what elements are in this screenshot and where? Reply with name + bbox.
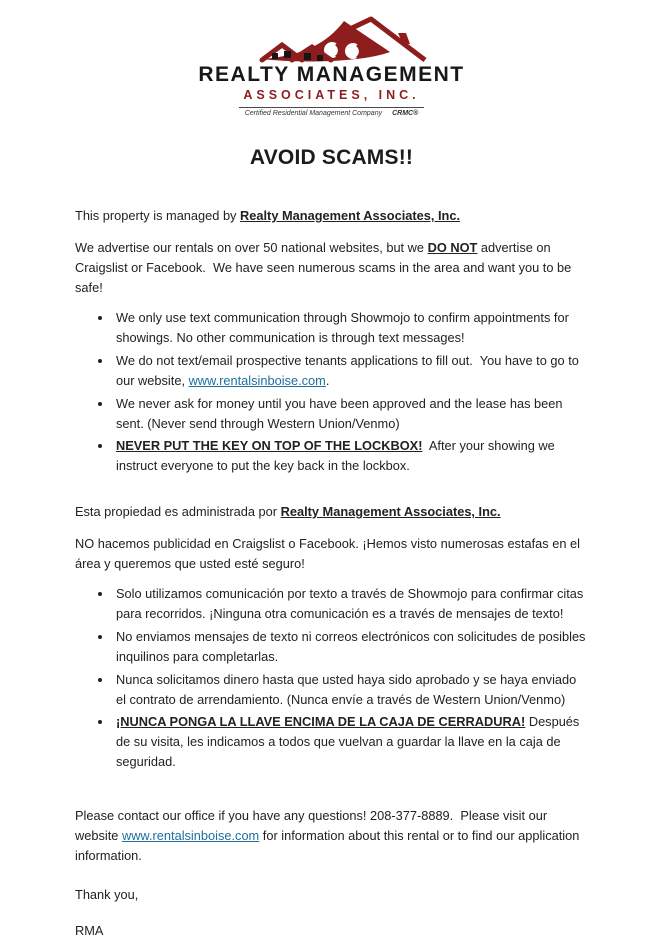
applications-text-end: . [325, 372, 330, 388]
tagline-text: Certified Residential Management Company [244, 110, 383, 118]
rentals-website-link-footer[interactable]: www.rentalsinboise.com [121, 827, 260, 843]
managed-by-paragraph [75, 206, 588, 226]
contact-text-pre: Please contact our office if you have any questions! 208-377-8889. Please visit our website [75, 807, 551, 843]
bullet-lockbox-es [113, 712, 588, 771]
company-tagline [239, 107, 425, 117]
lockbox-warning-text: After your showing we instruct everyone to put the key back in the lockbox. [116, 438, 559, 474]
rentals-website-link[interactable]: www.rentalsinboise.com [188, 372, 326, 388]
bullet-money: • We never ask for money until you have been approved and the lease has been sent. (Never send through Western Union/Venmo) [113, 394, 588, 434]
lockbox-warning-emphasis: NEVER PUT THE KEY ON TOP OF THE LOCKBOX! [116, 438, 423, 454]
company-name-emphasis: Realty Management Associates, Inc. [240, 208, 461, 224]
advertise-paragraph [75, 238, 588, 297]
applications-text: We do not text/email prospective tenants applications to fill out. You have to go to our website, [116, 353, 583, 388]
company-logo [75, 16, 588, 120]
do-not-emphasis: DO NOT [427, 239, 478, 255]
signature-line: RMA [75, 923, 104, 939]
crmc-badge: CRMC® [392, 110, 419, 118]
managed-by-paragraph-es [75, 502, 588, 522]
bullet-showmojo-es: • Solo utilizamos comunicación por texto a través de Showmojo para confirmar citas para recorridos. ¡Ninguna otra comunicación es a través de mensajes de texto! [113, 584, 588, 624]
company-name-emphasis-es: Realty Management Associates, Inc. [280, 503, 501, 519]
advertise-paragraph-es: NO hacemos publicidad en Craigslist o Facebook. ¡Hemos visto numerosas estafas en el área y queremos que usted esté seguro! [75, 535, 584, 571]
company-name-secondary: ASSOCIATES, INC. [243, 88, 420, 103]
spanish-bullet-list [75, 584, 588, 771]
advertise-text-pre: We advertise our rentals on over 50 national websites, but we [75, 239, 428, 255]
bullet-showmojo: • We only use text communication through Showmojo to confirm appointments for showings. No other communication is through text messages! [113, 308, 588, 348]
bullet-money-es: • Nunca solicitamos dinero hasta que usted haya sido aprobado y se haya enviado el contrato de arrendamiento. (Nunca envíe a través de Western Union/Venmo) [113, 670, 588, 710]
page-title: AVOID SCAMS!! [249, 146, 414, 170]
contact-paragraph [75, 806, 588, 865]
rooftop-logo-icon [232, 16, 432, 68]
advertise-text-post: advertise on Craigslist or Facebook. We have seen numerous scams in the area and want you to be safe! [75, 239, 575, 295]
managed-by-text-es: Esta propiedad es administrada por [75, 503, 281, 519]
bullet-applications [113, 351, 588, 391]
company-name-primary: REALTY MANAGEMENT [198, 63, 465, 86]
bullet-lockbox [113, 436, 588, 476]
thank-you-line: Thank you, [75, 887, 139, 903]
contact-text-post: for information about this rental or to find our application information. [75, 827, 583, 863]
lockbox-warning-text-es: Después de su visita, les indicamos a todos que vuelvan a guardar la llave en la caja de seguridad. [116, 714, 583, 770]
english-bullet-list [75, 308, 588, 476]
bullet-applications-es: • No enviamos mensajes de texto ni correos electrónicos con solicitudes de posibles inquilinos para completarlas. [113, 627, 588, 667]
managed-by-text: This property is managed by [75, 208, 241, 224]
footer [75, 806, 588, 941]
lockbox-warning-emphasis-es: ¡NUNCA PONGA LA LLAVE ENCIMA DE LA CAJA DE CERRADURA! [116, 714, 526, 730]
